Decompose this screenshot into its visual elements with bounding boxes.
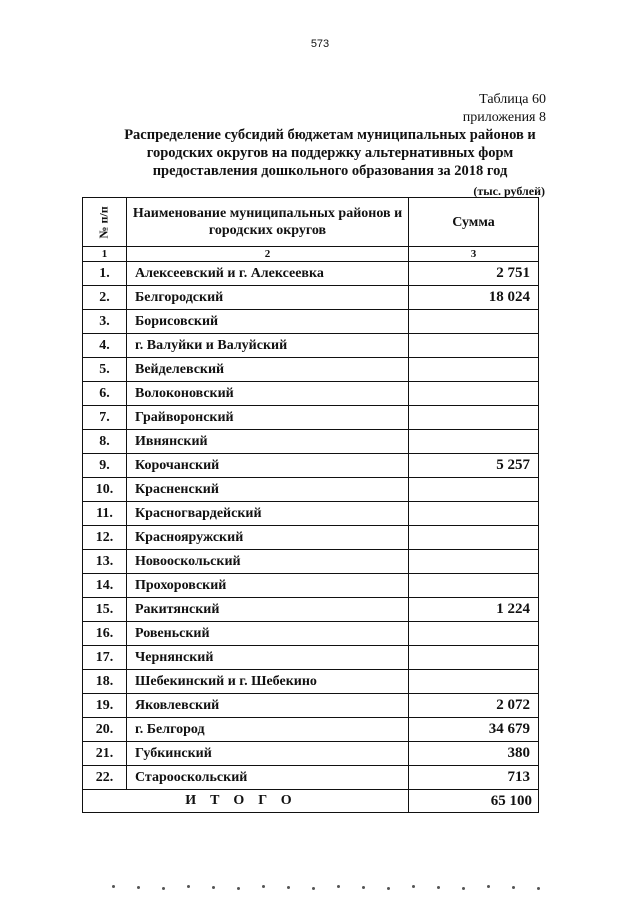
row-sum: 713	[409, 766, 539, 790]
table-row	[83, 574, 539, 598]
row-name: Волоконовский	[127, 382, 409, 406]
row-name: г. Валуйки и Валуйский	[127, 334, 409, 358]
table-row	[83, 430, 539, 454]
row-number: 16.	[83, 622, 127, 646]
scan-dot	[387, 887, 390, 890]
table-row	[83, 286, 539, 310]
row-number: 11.	[83, 502, 127, 526]
row-sum: 18 024	[409, 286, 539, 310]
scan-dot	[212, 886, 215, 889]
table-row	[83, 598, 539, 622]
table-row	[83, 694, 539, 718]
row-sum	[409, 646, 539, 670]
row-name: Белгородский	[127, 286, 409, 310]
column-number: 1	[83, 247, 127, 262]
header-name: Наименование муниципальных районов и городских округов	[127, 198, 409, 247]
row-sum: 5 257	[409, 454, 539, 478]
scan-dot	[137, 886, 140, 889]
row-sum	[409, 310, 539, 334]
table-row	[83, 406, 539, 430]
table-row	[83, 646, 539, 670]
row-sum	[409, 670, 539, 694]
scan-dot	[512, 886, 515, 889]
row-sum	[409, 550, 539, 574]
row-number: 12.	[83, 526, 127, 550]
row-number: 22.	[83, 766, 127, 790]
table-row	[83, 262, 539, 286]
row-name: Ракитянский	[127, 598, 409, 622]
row-name: Краснояружский	[127, 526, 409, 550]
row-name: Ивнянский	[127, 430, 409, 454]
row-number: 20.	[83, 718, 127, 742]
row-sum	[409, 430, 539, 454]
scan-dot	[312, 887, 315, 890]
table-row	[83, 478, 539, 502]
row-sum	[409, 334, 539, 358]
row-sum: 380	[409, 742, 539, 766]
row-number: 19.	[83, 694, 127, 718]
row-name: г. Белгород	[127, 718, 409, 742]
row-name: Старооскольский	[127, 766, 409, 790]
table-row	[83, 766, 539, 790]
scan-dot	[237, 887, 240, 890]
appendix-label: приложения 8	[462, 110, 546, 125]
row-name: Борисовский	[127, 310, 409, 334]
row-number: 2.	[83, 286, 127, 310]
row-number: 13.	[83, 550, 127, 574]
table-row	[83, 382, 539, 406]
scan-dot	[337, 885, 340, 888]
row-number: 14.	[83, 574, 127, 598]
row-name: Алексеевский и г. Алексеевка	[127, 262, 409, 286]
table-row	[83, 550, 539, 574]
scan-dot	[262, 885, 265, 888]
subsidy-table	[82, 197, 539, 813]
column-number: 3	[409, 247, 539, 262]
row-number: 8.	[83, 430, 127, 454]
row-sum	[409, 478, 539, 502]
table-row	[83, 670, 539, 694]
row-sum	[409, 382, 539, 406]
table-row	[83, 622, 539, 646]
total-label: ИТОГО	[83, 790, 409, 813]
table-row	[83, 454, 539, 478]
row-number: 4.	[83, 334, 127, 358]
table-row	[83, 334, 539, 358]
scan-dot	[362, 886, 365, 889]
table-body	[83, 262, 539, 790]
row-sum: 1 224	[409, 598, 539, 622]
page-number: 573	[310, 38, 330, 50]
row-sum	[409, 622, 539, 646]
row-name: Красненский	[127, 478, 409, 502]
row-name: Губкинский	[127, 742, 409, 766]
row-name: Яковлевский	[127, 694, 409, 718]
total-sum: 65 100	[409, 790, 539, 813]
scan-dot	[437, 886, 440, 889]
row-number: 3.	[83, 310, 127, 334]
row-sum: 34 679	[409, 718, 539, 742]
row-sum	[409, 502, 539, 526]
row-sum	[409, 574, 539, 598]
row-number: 9.	[83, 454, 127, 478]
row-sum: 2 072	[409, 694, 539, 718]
table-row	[83, 742, 539, 766]
row-number: 7.	[83, 406, 127, 430]
row-sum	[409, 358, 539, 382]
row-name: Шебекинский и г. Шебекино	[127, 670, 409, 694]
total-row	[83, 790, 539, 813]
row-number: 21.	[83, 742, 127, 766]
row-name: Ровеньский	[127, 622, 409, 646]
table-row	[83, 526, 539, 550]
row-name: Вейделевский	[127, 358, 409, 382]
table-row	[83, 718, 539, 742]
row-name: Корочанский	[127, 454, 409, 478]
scan-dot	[287, 886, 290, 889]
row-number: 5.	[83, 358, 127, 382]
column-number: 2	[127, 247, 409, 262]
table-label: Таблица 60	[479, 92, 546, 107]
row-number: 6.	[83, 382, 127, 406]
table-row	[83, 502, 539, 526]
scan-dot	[487, 885, 490, 888]
header-sum: Сумма	[409, 198, 539, 247]
row-number: 18.	[83, 670, 127, 694]
scan-dot	[112, 885, 115, 888]
scan-dot	[187, 885, 190, 888]
scan-dot	[162, 887, 165, 890]
table-row	[83, 358, 539, 382]
row-number: 17.	[83, 646, 127, 670]
row-number: 15.	[83, 598, 127, 622]
row-number: 1.	[83, 262, 127, 286]
row-sum	[409, 526, 539, 550]
scan-dot	[412, 885, 415, 888]
row-name: Чернянский	[127, 646, 409, 670]
units-label: (тыс. рублей)	[473, 184, 545, 198]
table-row	[83, 310, 539, 334]
column-number-row	[83, 247, 539, 262]
scan-dot	[462, 887, 465, 890]
row-sum: 2 751	[409, 262, 539, 286]
row-name: Грайворонский	[127, 406, 409, 430]
row-name: Красногвардейский	[127, 502, 409, 526]
header-num: № п/п	[83, 198, 127, 247]
scan-dot	[537, 887, 540, 890]
row-name: Новооскольский	[127, 550, 409, 574]
document-title: Распределение субсидий бюджетам муниципальных районов и городских округов на поддержку альтернативных форм предоставления дошкольного образования за 2018 год	[124, 127, 536, 179]
row-name: Прохоровский	[127, 574, 409, 598]
row-number: 10.	[83, 478, 127, 502]
header-row	[83, 198, 539, 247]
row-sum	[409, 406, 539, 430]
